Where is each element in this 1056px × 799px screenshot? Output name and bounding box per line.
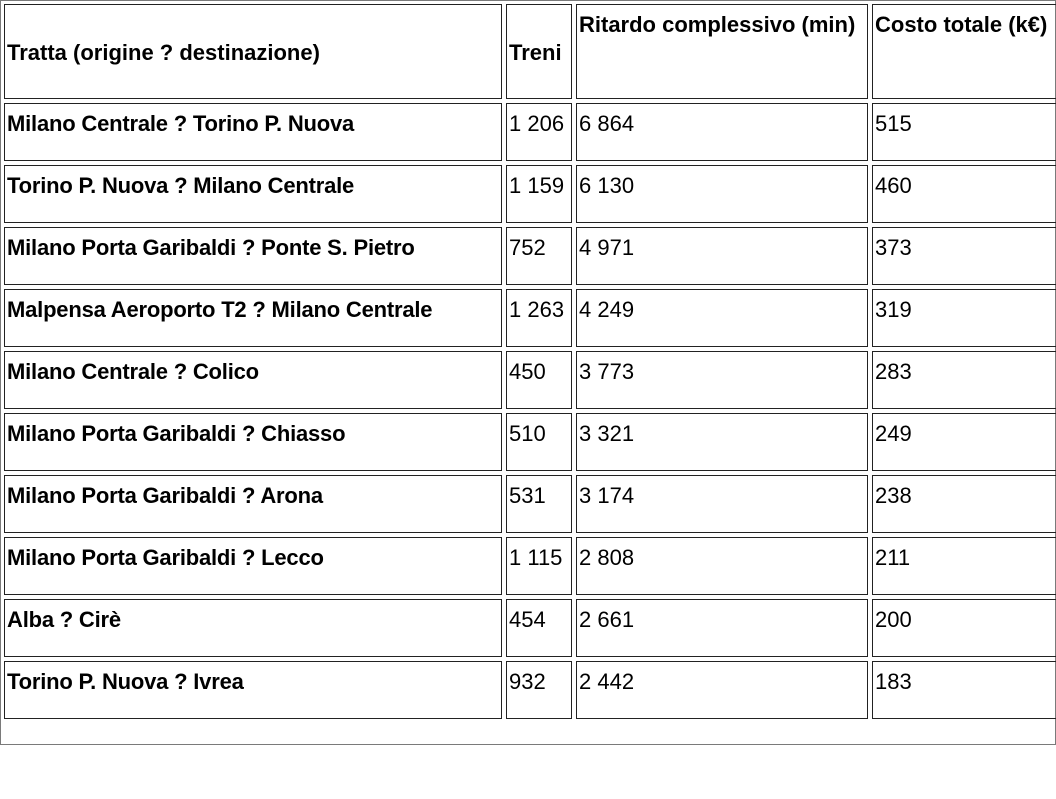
route-cell: Milano Centrale ? Colico [4,351,502,409]
cost-cell: 238 [872,475,1056,533]
header-delay: Ritardo complessivo (min) [576,4,868,99]
route-cell: Milano Porta Garibaldi ? Chiasso [4,413,502,471]
header-trains: Treni [506,4,572,99]
delay-cell: 2 661 [576,599,868,657]
table-row [4,227,1056,285]
cost-cell: 249 [872,413,1056,471]
table-row [4,351,1056,409]
trains-cell: 1 115 [506,537,572,595]
cost-cell: 200 [872,599,1056,657]
cost-cell: 283 [872,351,1056,409]
delay-cell: 4 249 [576,289,868,347]
delay-cell: 6 130 [576,165,868,223]
cost-cell: 319 [872,289,1056,347]
table-row [4,537,1056,595]
header-route: Tratta (origine ? destinazione) [4,4,502,99]
trains-cell: 1 206 [506,103,572,161]
route-cell: Milano Porta Garibaldi ? Lecco [4,537,502,595]
route-cell: Torino P. Nuova ? Ivrea [4,661,502,719]
trains-cell: 1 263 [506,289,572,347]
cost-cell: 373 [872,227,1056,285]
table-row [4,165,1056,223]
cost-cell: 211 [872,537,1056,595]
trains-cell: 510 [506,413,572,471]
trains-cell: 932 [506,661,572,719]
delay-cell: 3 773 [576,351,868,409]
route-cell: Torino P. Nuova ? Milano Centrale [4,165,502,223]
trains-cell: 450 [506,351,572,409]
delay-cell: 4 971 [576,227,868,285]
table-row [4,103,1056,161]
table-row [4,413,1056,471]
delay-cell: 3 321 [576,413,868,471]
delay-cell: 2 442 [576,661,868,719]
cost-cell: 183 [872,661,1056,719]
delay-cell: 2 808 [576,537,868,595]
table-row [4,475,1056,533]
trains-cell: 752 [506,227,572,285]
delay-cell: 6 864 [576,103,868,161]
cost-cell: 515 [872,103,1056,161]
route-cell: Milano Porta Garibaldi ? Ponte S. Pietro [4,227,502,285]
cost-cell: 460 [872,165,1056,223]
route-cell: Malpensa Aeroporto T2 ? Milano Centrale [4,289,502,347]
table-row [4,661,1056,719]
route-cell: Milano Porta Garibaldi ? Arona [4,475,502,533]
route-cell: Alba ? Cirè [4,599,502,657]
table-row [4,599,1056,657]
trains-cell: 454 [506,599,572,657]
trains-cell: 531 [506,475,572,533]
header-cost: Costo totale (k€) [872,4,1056,99]
delay-cell: 3 174 [576,475,868,533]
trains-cell: 1 159 [506,165,572,223]
header-row [4,4,1056,99]
table-row [4,289,1056,347]
route-cell: Milano Centrale ? Torino P. Nuova [4,103,502,161]
